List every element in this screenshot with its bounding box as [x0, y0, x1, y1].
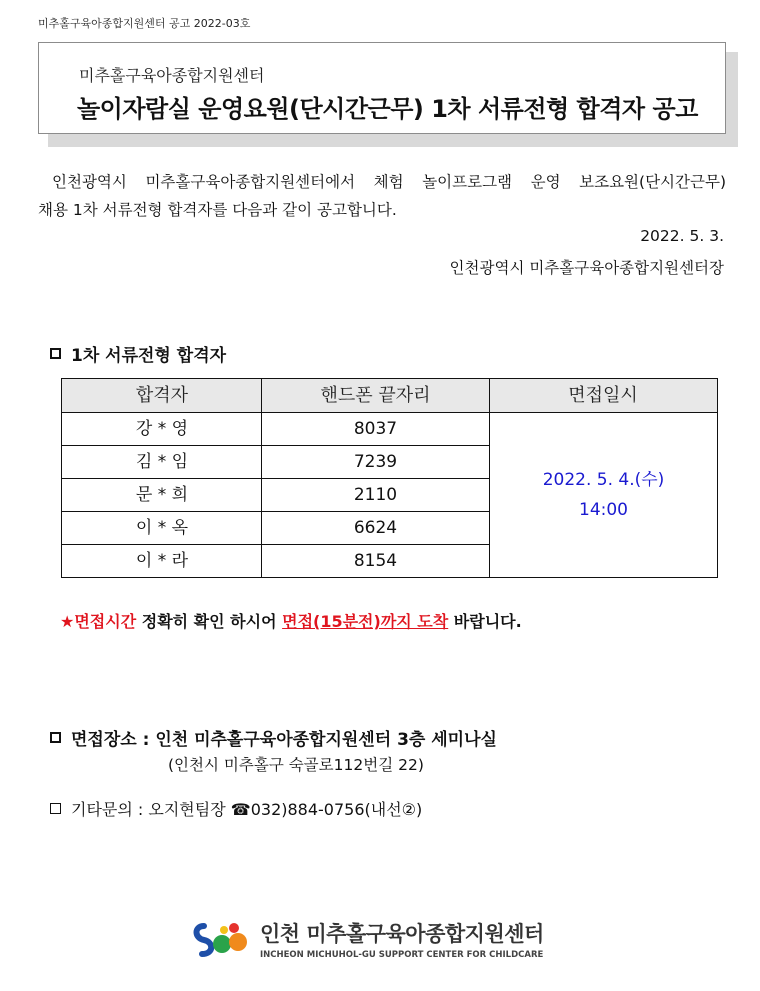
contact-phone: 032)884-0756(내선②): [250, 800, 423, 819]
header-name: 합격자: [135, 385, 189, 406]
notice-star-text: ★면접시간: [60, 612, 137, 631]
row-name: 김 * 임: [135, 452, 189, 472]
arrival-notice: [60, 609, 522, 632]
table-row: [62, 544, 489, 578]
intro-word: 미추홀구육아종합지원센터에서: [145, 173, 356, 191]
page-title: 놀이자람실 운영요원(단시간근무) 1차 서류전형 합격자 공고: [77, 95, 698, 123]
section-heading-contact: [50, 797, 422, 820]
intro-paragraph: [38, 168, 726, 224]
venue-address: (인천시 미추홀구 숙골로112번길 22): [168, 756, 424, 774]
intro-word: 체험: [373, 173, 404, 191]
logo-text-block: [260, 918, 544, 960]
intro-word: 운영: [530, 173, 561, 191]
section-heading-passers: [50, 341, 226, 366]
notice-end-text: 바랍니다.: [448, 612, 522, 631]
row-name: 문 * 희: [135, 485, 189, 505]
intro-line-2: 채용 1차 서류전형 합격자를 다음과 같이 공고합니다.: [38, 201, 397, 219]
table-row: [62, 478, 489, 512]
venue-text: 면접장소 : 인천 미추홀구육아종합지원센터 3층 세미나실: [71, 730, 497, 750]
row-name: 강 * 영: [135, 419, 189, 439]
table-row: [62, 511, 489, 545]
intro-word: 놀이프로그램: [422, 173, 513, 191]
table-row: [62, 445, 489, 479]
row-phone: 2110: [353, 485, 398, 505]
checkbox-bullet-icon: [50, 348, 61, 359]
announcement-date: 2022. 5. 3.: [640, 227, 724, 245]
signer: 인천광역시 미추홀구육아종합지원센터장: [449, 259, 724, 277]
row-name: 이 * 옥: [135, 518, 189, 538]
section-heading-venue: [50, 725, 497, 750]
contact-text: [71, 797, 422, 820]
header-phone: 핸드폰 끝자리: [320, 385, 431, 406]
checkbox-bullet-icon: [50, 803, 61, 814]
center-logo-icon: [190, 918, 252, 960]
intro-line-1: [38, 168, 726, 196]
passers-table: [61, 378, 718, 578]
notice-middle-text: 정확히 확인 하시어: [136, 612, 283, 631]
logo-name-korean: 인천 미추홀구육아종합지원센터: [260, 922, 544, 946]
intro-word: 인천광역시: [52, 173, 127, 191]
logo-name-english: INCHEON MICHUHOL-GU SUPPORT CENTER FOR CHILDCARE: [260, 950, 544, 960]
table-row: [62, 413, 489, 446]
intro-word: 보조요원(단시간근무): [579, 173, 726, 191]
center-logo: [190, 918, 544, 960]
title-organization: 미추홀구육아종합지원센터: [79, 66, 265, 85]
notice-underlined-text: 면접(15분전)까지 도착: [282, 612, 449, 631]
document-number: 미추홀구육아종합지원센터 공고 2022-03호: [38, 17, 251, 30]
table-header-row: [62, 379, 717, 413]
row-phone: 7239: [353, 452, 398, 472]
phone-icon: ☎: [230, 800, 251, 819]
interview-datetime: [490, 413, 717, 577]
contact-label: 기타문의 : 오지현팀장: [71, 800, 231, 819]
header-interview: 면접일시: [568, 385, 638, 406]
checkbox-bullet-icon: [50, 732, 61, 743]
interview-date: 2022. 5. 4.(수): [542, 470, 665, 490]
title-box: [38, 42, 726, 134]
row-name: 이 * 라: [135, 551, 189, 571]
row-phone: 8154: [353, 551, 398, 571]
section-heading-text: 1차 서류전형 합격자: [71, 346, 227, 366]
row-phone: 8037: [353, 419, 398, 439]
interview-time: 14:00: [579, 500, 628, 520]
row-phone: 6624: [353, 518, 398, 538]
